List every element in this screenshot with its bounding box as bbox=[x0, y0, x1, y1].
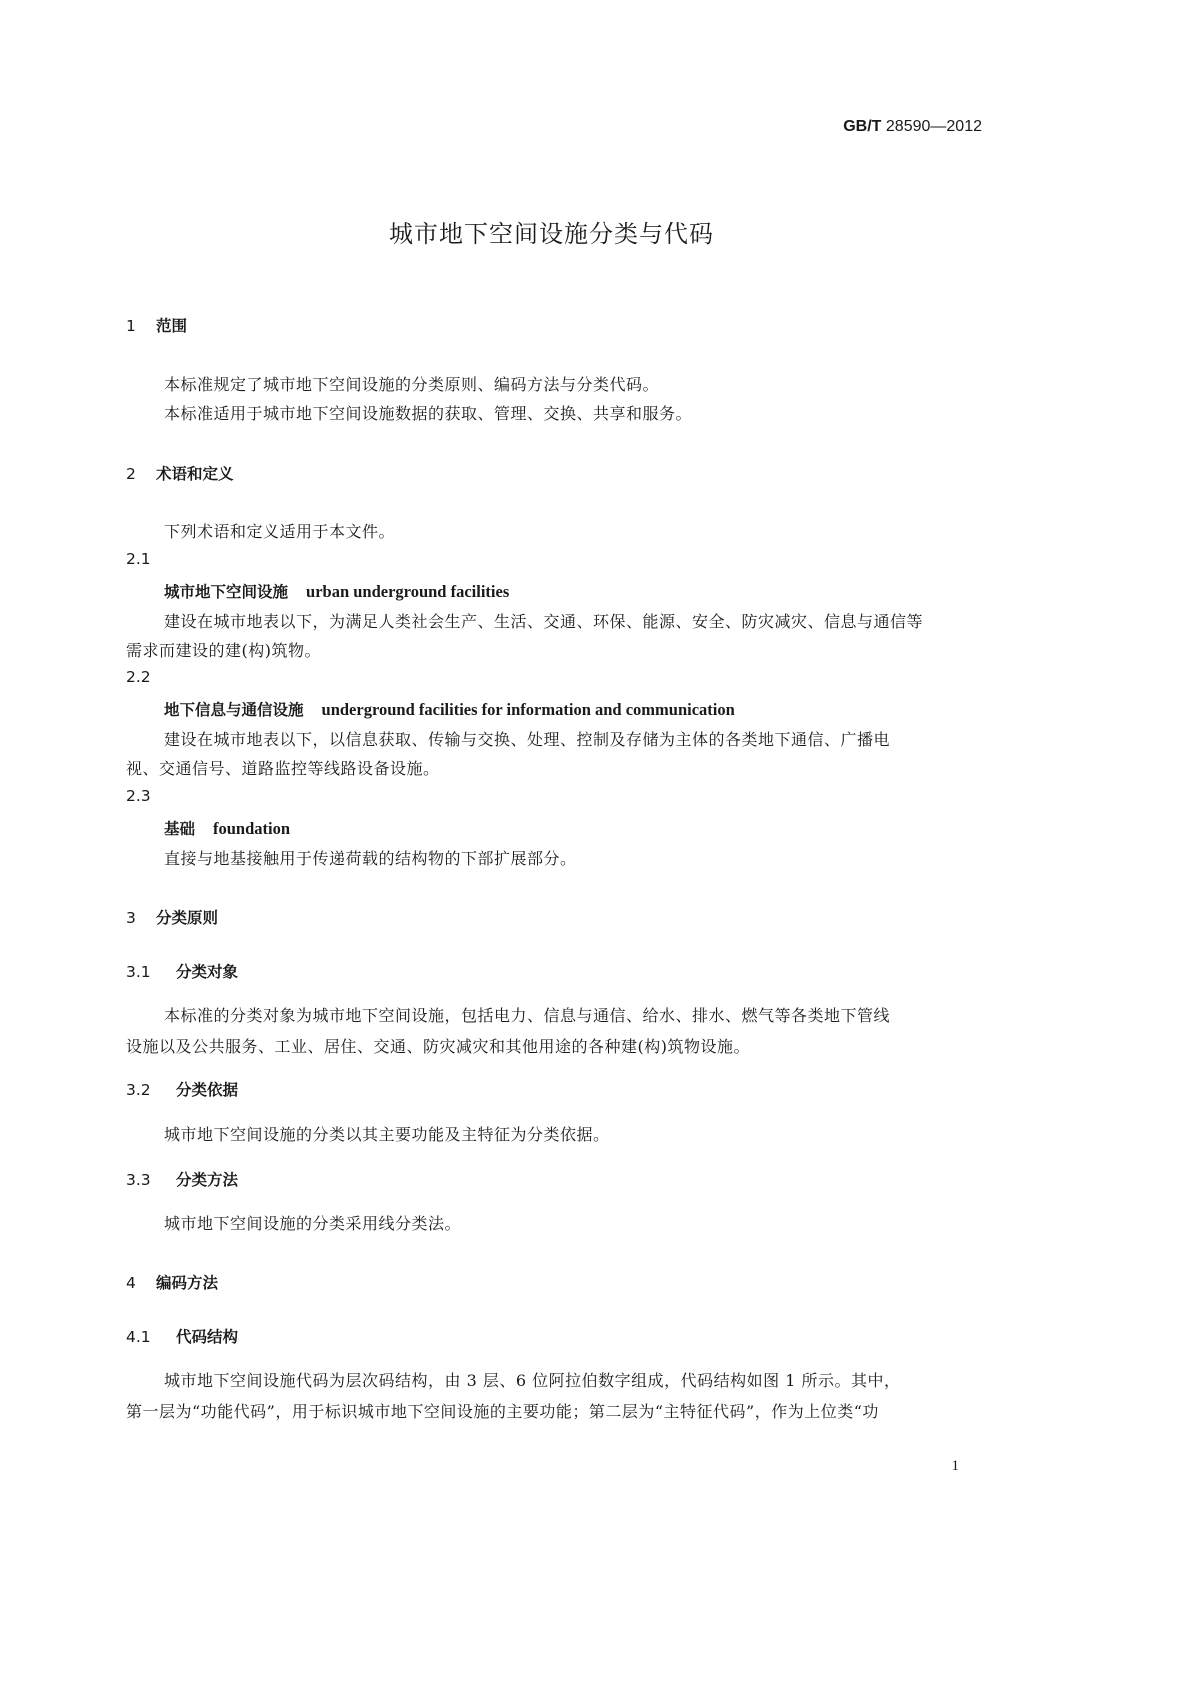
section-number: 2 bbox=[126, 465, 136, 483]
term-english: underground facilities for information and communication bbox=[321, 700, 735, 719]
term-heading bbox=[164, 817, 290, 839]
section-number: 1 bbox=[126, 317, 136, 335]
paragraph: 第一层为“功能代码”，用于标识城市地下空间设施的主要功能；第二层为“主特征代码”，作为上位类“功 bbox=[126, 1402, 879, 1421]
paragraph: 需求而建设的建(构)筑物。 bbox=[126, 641, 321, 660]
paragraph: 建设在城市地表以下，以信息获取、传输与交换、处理、控制及存储为主体的各类地下通信、广播电 bbox=[164, 730, 891, 749]
section-4-heading bbox=[126, 1271, 218, 1293]
paragraph: 设施以及公共服务、工业、居住、交通、防灾减灾和其他用途的各种建(构)筑物设施。 bbox=[126, 1037, 750, 1056]
document-title: 城市地下空间设施分类与代码 bbox=[389, 220, 714, 248]
section-1-heading bbox=[126, 314, 187, 336]
term-heading bbox=[164, 698, 735, 720]
term-number: 2.1 bbox=[126, 550, 151, 568]
paragraph: 本标准的分类对象为城市地下空间设施，包括电力、信息与通信、给水、排水、燃气等各类地下管线 bbox=[164, 1006, 891, 1025]
subsection-title: 分类方法 bbox=[176, 1171, 239, 1189]
paragraph: 直接与地基接触用于传递荷载的结构物的下部扩展部分。 bbox=[164, 849, 577, 868]
section-3-heading bbox=[126, 906, 218, 928]
paragraph: 城市地下空间设施代码为层次码结构，由 3 层、6 位阿拉伯数字组成，代码结构如图 1 所示。其中， bbox=[164, 1371, 901, 1390]
page-number: 1 bbox=[951, 1458, 959, 1474]
subsection-number: 3.3 bbox=[126, 1171, 151, 1189]
paragraph: 下列术语和定义适用于本文件。 bbox=[164, 522, 396, 541]
subsection-4-1-heading bbox=[126, 1325, 238, 1347]
subsection-number: 3.1 bbox=[126, 963, 151, 981]
section-number: 4 bbox=[126, 1274, 136, 1292]
paragraph: 城市地下空间设施的分类以其主要功能及主特征为分类依据。 bbox=[164, 1125, 610, 1144]
section-2-heading bbox=[126, 462, 234, 484]
paragraph: 城市地下空间设施的分类采用线分类法。 bbox=[164, 1214, 462, 1233]
section-title: 分类原则 bbox=[156, 909, 219, 927]
term-chinese: 基础 bbox=[164, 820, 196, 838]
subsection-number: 3.2 bbox=[126, 1081, 151, 1099]
term-chinese: 城市地下空间设施 bbox=[164, 583, 289, 601]
standard-code-number: 28590—2012 bbox=[885, 118, 982, 135]
subsection-3-3-heading bbox=[126, 1168, 238, 1190]
term-english: urban underground facilities bbox=[306, 582, 510, 601]
section-title: 范围 bbox=[156, 317, 188, 335]
term-number: 2.2 bbox=[126, 668, 151, 686]
standard-code bbox=[843, 118, 982, 136]
section-title: 术语和定义 bbox=[156, 465, 234, 483]
term-heading bbox=[164, 580, 509, 602]
subsection-number: 4.1 bbox=[126, 1328, 151, 1346]
section-number: 3 bbox=[126, 909, 136, 927]
term-chinese: 地下信息与通信设施 bbox=[164, 701, 304, 719]
subsection-title: 分类对象 bbox=[176, 963, 239, 981]
section-title: 编码方法 bbox=[156, 1274, 219, 1292]
subsection-3-1-heading bbox=[126, 960, 238, 982]
term-english: foundation bbox=[213, 819, 291, 838]
subsection-title: 分类依据 bbox=[176, 1081, 239, 1099]
term-number: 2.3 bbox=[126, 787, 151, 805]
standard-code-prefix: GB/T bbox=[843, 118, 882, 135]
paragraph: 视、交通信号、道路监控等线路设备设施。 bbox=[126, 759, 440, 778]
paragraph: 本标准规定了城市地下空间设施的分类原则、编码方法与分类代码。 bbox=[164, 375, 660, 394]
paragraph: 本标准适用于城市地下空间设施数据的获取、管理、交换、共享和服务。 bbox=[164, 404, 693, 423]
subsection-title: 代码结构 bbox=[176, 1328, 239, 1346]
paragraph: 建设在城市地表以下，为满足人类社会生产、生活、交通、环保、能源、安全、防灾减灾、信息与通信等 bbox=[164, 612, 924, 631]
subsection-3-2-heading bbox=[126, 1078, 238, 1100]
